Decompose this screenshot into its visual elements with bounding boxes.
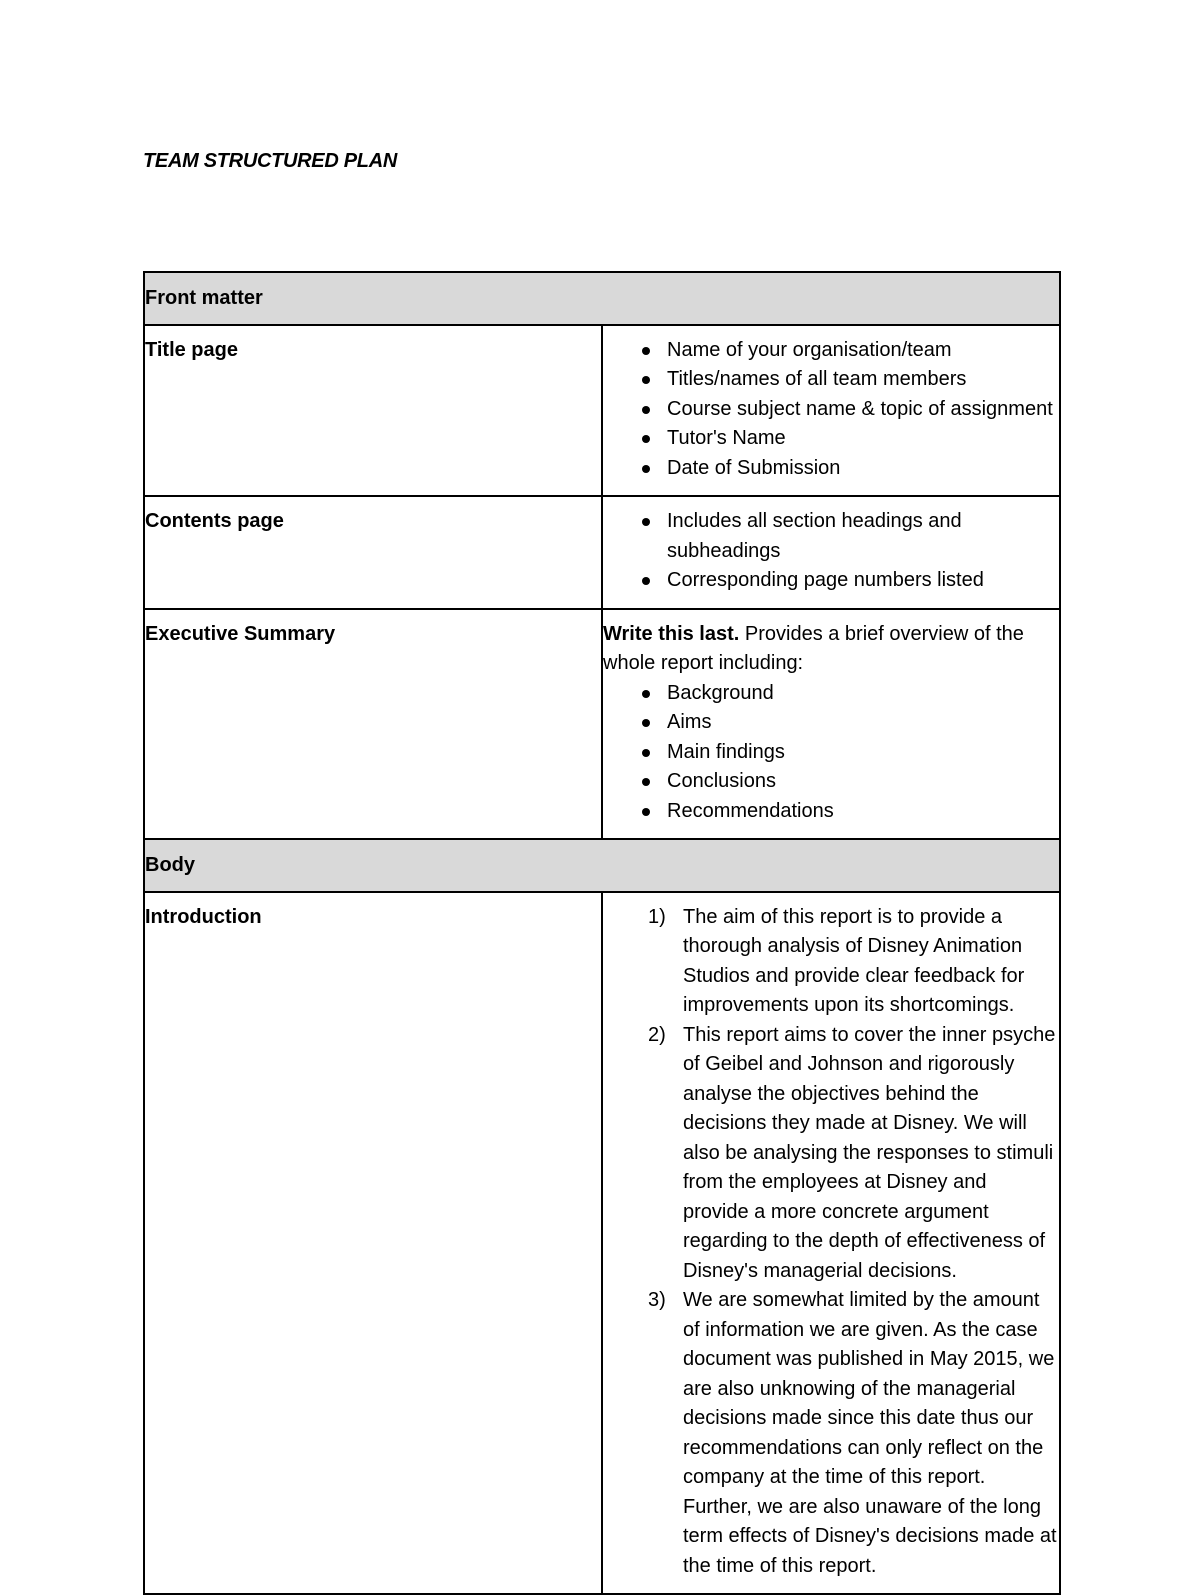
summary-lead-text: Provides a brief overview of the whole report including: [603,622,1024,674]
list-item: Name of your organisation/team [667,336,1057,366]
row-label: Introduction [144,892,602,1595]
list-number: 2) [648,1023,666,1046]
list-item: Aims [667,708,1057,738]
row-label: Contents page [144,496,602,609]
list-item: Titles/names of all team members [667,365,1057,395]
structured-plan-table [143,271,1061,1595]
table-row-title-page [144,325,1060,497]
list-text: We are somewhat limited by the amount of information we are given. As the case document was published in May 2015, we are also unknowing of the managerial decisions made since this date thus our recommendations can only reflect on the company at the time of this report. Further, we are also unaware of the long term effects of Disney's decisions made at the time of this report. [683,1289,1057,1577]
list-item: Main findings [667,738,1057,768]
list-text: The aim of this report is to provide a thorough analysis of Disney Animation Studios and provide clear feedback for improvements upon its shortcomings. [683,905,1025,1016]
list-item: Corresponding page numbers listed [667,566,1057,596]
row-label: Executive Summary [144,609,602,840]
summary-lead [603,620,1057,679]
table-row-contents-page [144,496,1060,609]
list-item: Course subject name & topic of assignment [667,395,1057,425]
row-content [602,609,1060,840]
list-item: Date of Submission [667,454,1057,484]
summary-lead-bold: Write this last. [603,622,740,645]
list-number: 3) [648,1289,666,1311]
bullet-list [603,336,1057,484]
numbered-list [603,903,1057,1582]
row-content [602,892,1060,1595]
table-row-introduction [144,892,1060,1595]
list-item: Includes all section headings and subheadings [667,507,1057,566]
table-row-executive-summary [144,609,1060,840]
list-item: Recommendations [667,797,1057,827]
list-item: Conclusions [667,767,1057,797]
bullet-list [603,507,1057,596]
list-item: Tutor's Name [667,424,1057,454]
list-item: Background [667,679,1057,709]
row-content [602,325,1060,497]
list-number: 1) [648,905,666,928]
list-item [648,1286,1057,1581]
section-row-front-matter [144,272,1060,325]
document-title: TEAM STRUCTURED PLAN [143,150,397,172]
row-label: Title page [144,325,602,497]
row-content [602,496,1060,609]
list-text: This report aims to cover the inner psyche of Geibel and Johnson and rigorously analyse the objectives behind the decisions they made at Disney. We will also be analysing the responses to stimuli from the employees at Disney and provide a more concrete argument regarding to the depth of effectiveness of Disney's managerial decisions. [683,1023,1056,1282]
section-row-body [144,839,1060,892]
section-heading: Body [144,839,1060,892]
bullet-list [603,679,1057,827]
section-heading: Front matter [144,272,1060,325]
list-item [648,903,1057,1021]
list-item [648,1021,1057,1287]
